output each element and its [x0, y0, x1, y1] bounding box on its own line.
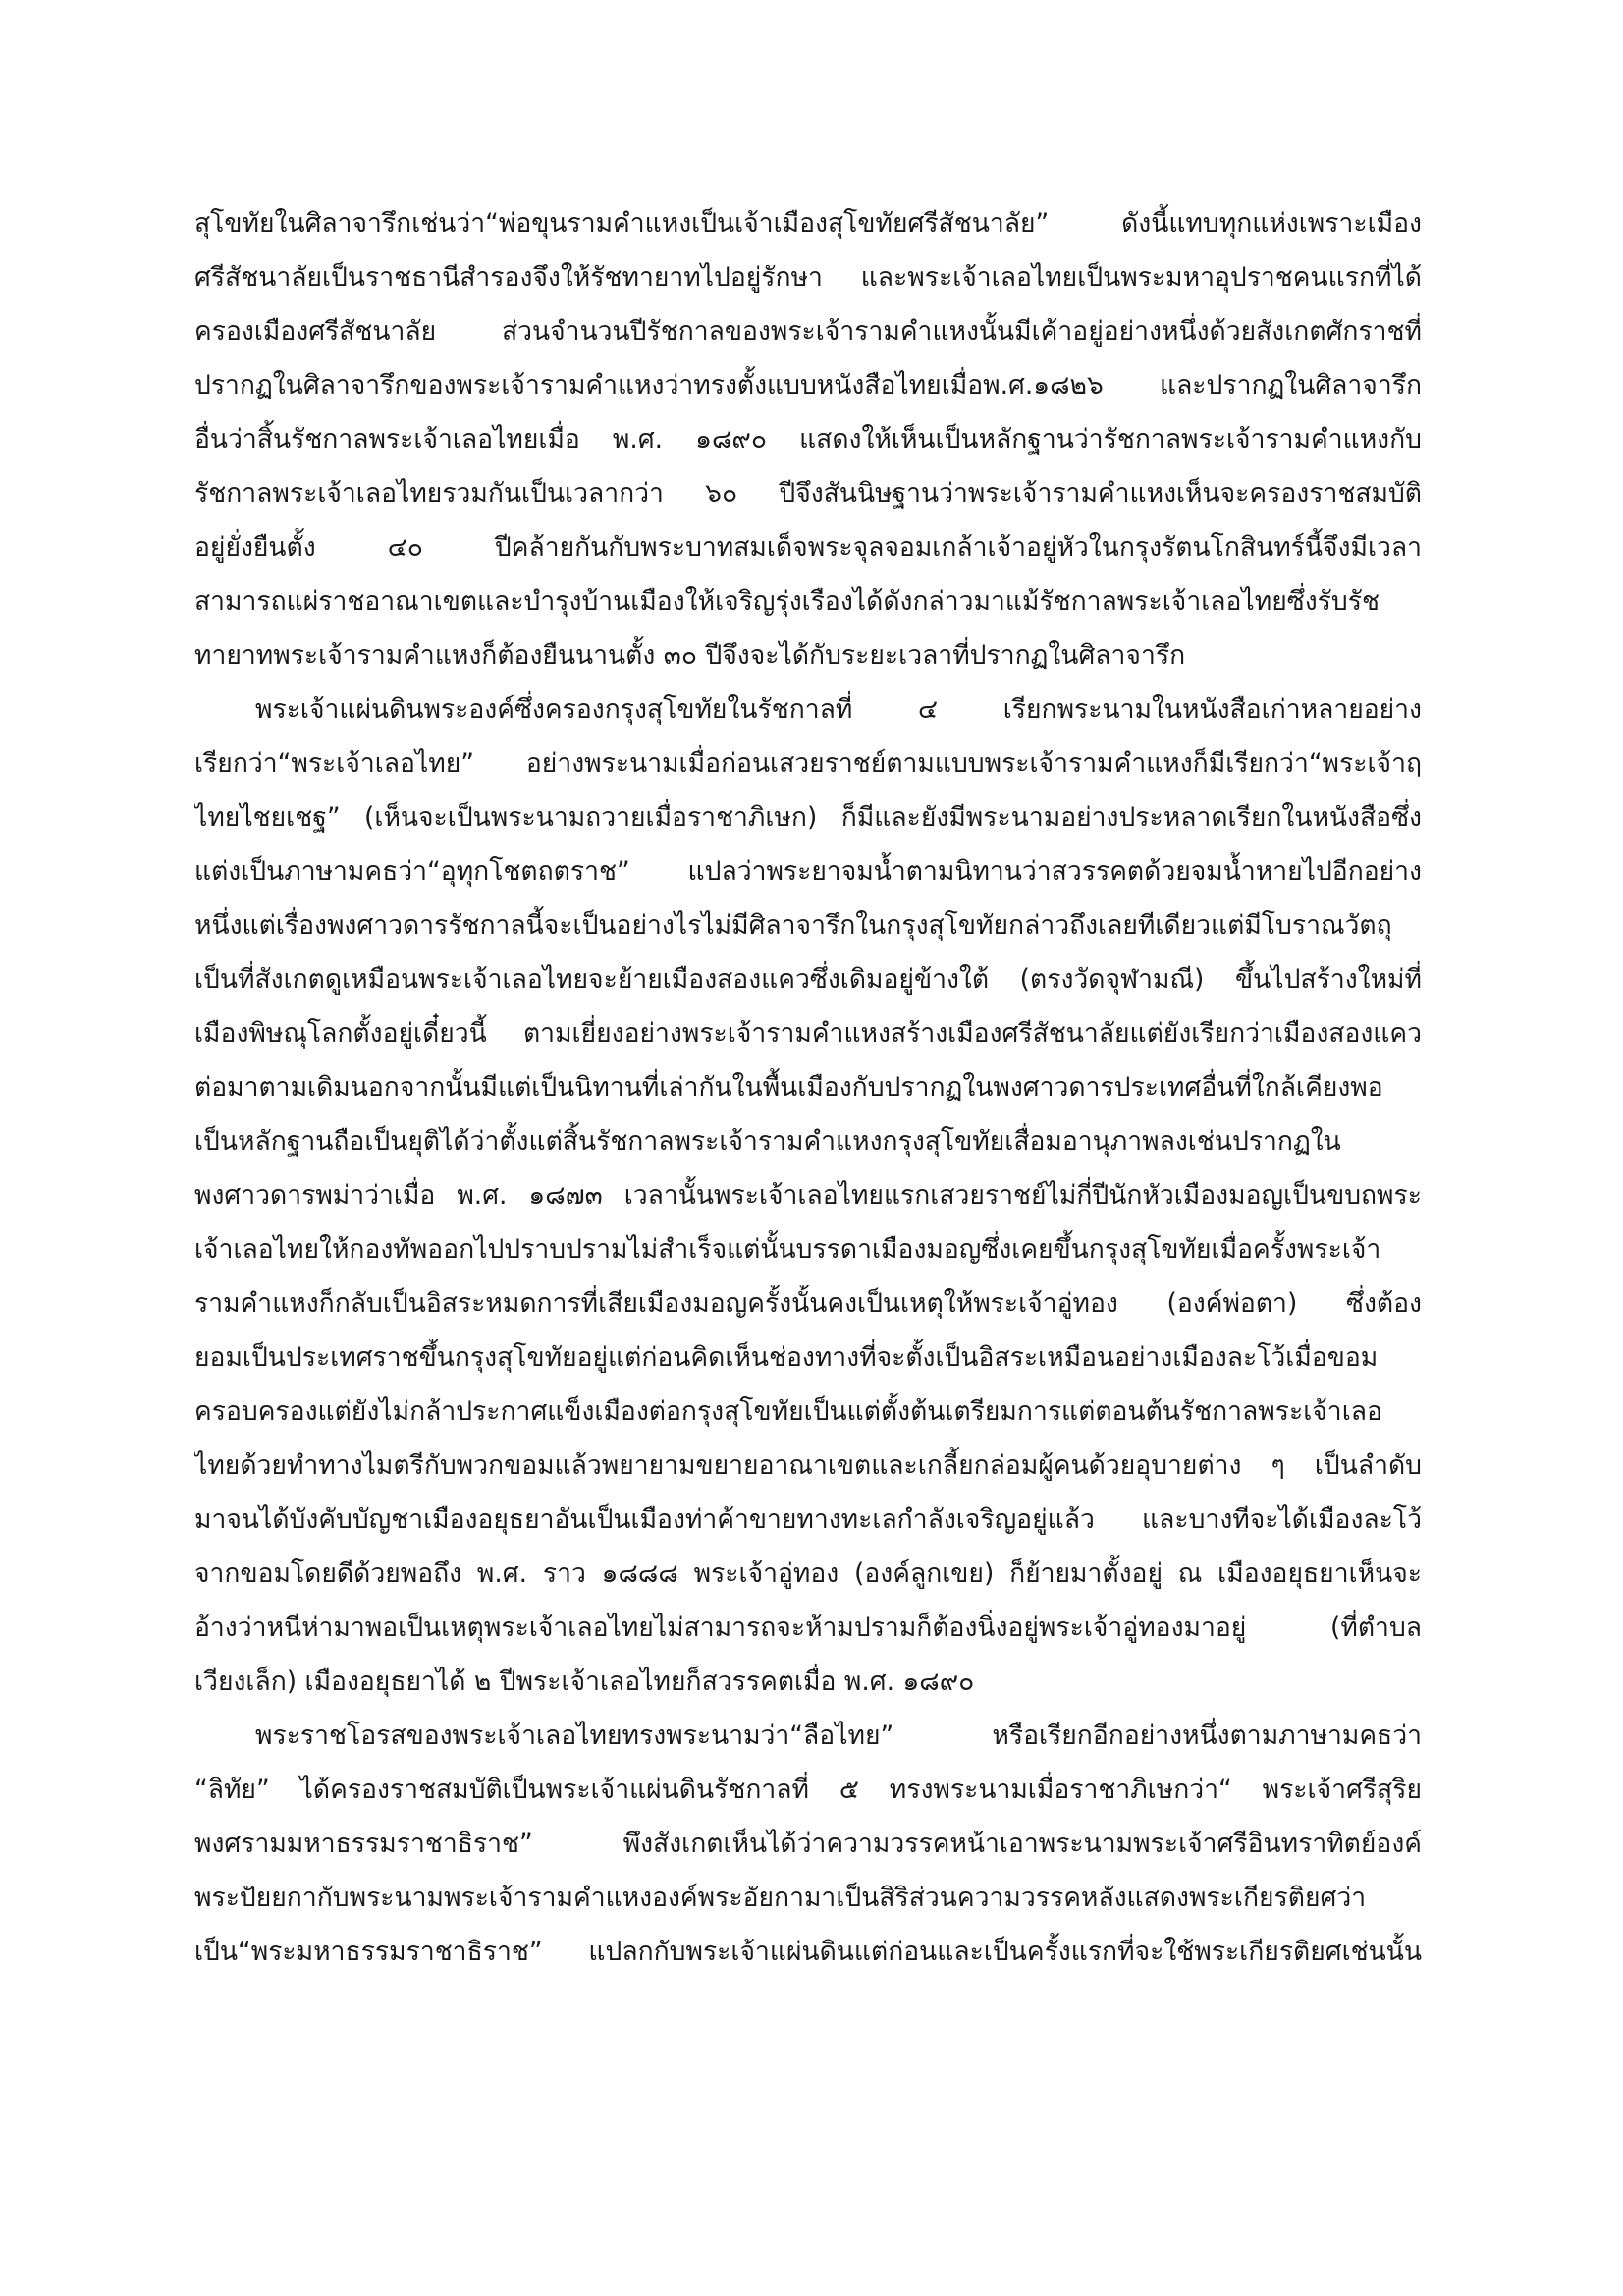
text-line: หนึ่งแต่เรื่องพงศาวดารรัชกาลนี้จะเป็นอย่างไรไม่มีศิลาจารึกในกรุงสุโขทัยกล่าวถึงเลยทีเดียวแต่มีโบราณวัตถุ — [194, 910, 1392, 941]
text-line: เรียกว่า“พระเจ้าเลอไทย” อย่างพระนามเมื่อก่อนเสวยราชย์ตามแบบพระเจ้ารามคำแหงก็มีเรียกว่า“พระเจ้าฤ — [194, 748, 1422, 779]
text-line: รัชกาลพระเจ้าเลอไทยรวมกันเป็นเวลากว่า ๖๐ ปีจึงสันนิษฐานว่าพระเจ้ารามคำแหงเห็นจะครองราชสมบัติ — [194, 478, 1422, 509]
text-line: ทายาทพระเจ้ารามคำแหงก็ต้องยืนนานตั้ง ๓๐ ปีจึงจะได้กับระยะเวลาที่ปรากฏในศิลาจารึก — [194, 640, 1186, 671]
text-line: สามารถแผ่ราชอาณาเขตและบำรุงบ้านเมืองให้เจริญรุ่งเรืองได้ดังกล่าวมาแม้รัชกาลพระเจ้าเลอไทยซึ่งรับรัช — [194, 586, 1380, 617]
text-line: อื่นว่าสิ้นรัชกาลพระเจ้าเลอไทยเมื่อ พ.ศ. ๑๘๙๐ แสดงให้เห็นเป็นหลักฐานว่ารัชกาลพระเจ้ารามคำแหงกับ — [194, 424, 1422, 455]
paragraph-first-line: พระเจ้าแผ่นดินพระองค์ซึ่งครองกรุงสุโขทัยในรัชกาลที่ ๔ เรียกพระนามในหนังสือเก่าหลายอย่าง — [255, 694, 1422, 725]
text-line: พงศาวดารพม่าว่าเมื่อ พ.ศ. ๑๘๗๓ เวลานั้นพระเจ้าเลอไทยแรกเสวยราชย์ไม่กี่ปีนักหัวเมืองมอญเป็นขบถพระ — [194, 1180, 1422, 1211]
text-line: อยู่ยั่งยืนตั้ง ๔๐ ปีคล้ายกันกับพระบาทสมเด็จพระจุลจอมเกล้าเจ้าอยู่หัวในกรุงรัตนโกสินทร์นี้จึงมีเวลา — [194, 532, 1422, 563]
text-line: ครอบครองแต่ยังไม่กล้าประกาศแข็งเมืองต่อกรุงสุโขทัยเป็นแต่ตั้งต้นเตรียมการแต่ตอนต้นรัชกาลพระเจ้าเลอ — [194, 1396, 1382, 1427]
text-line: ยอมเป็นประเทศราชขึ้นกรุงสุโขทัยอยู่แต่ก่อนคิดเห็นช่องทางที่จะตั้งเป็นอิสระเหมือนอย่างเมืองละโว้เมื่อขอม — [194, 1342, 1379, 1373]
text-line: มาจนได้บังคับบัญชาเมืองอยุธยาอันเป็นเมืองท่าค้าขายทางทะเลกำลังเจริญอยู่แล้ว และบางทีจะได้เมืองละโว้ — [194, 1504, 1422, 1535]
text-line: สุโขทัยในศิลาจารึกเช่นว่า“พ่อขุนรามคำแหงเป็นเจ้าเมืองสุโขทัยศรีสัชนาลัย” ดังนี้แทบทุกแห่งเพราะเมือง — [194, 208, 1422, 239]
text-line: แต่งเป็นภาษามคธว่า“อุทุกโชตถตราช” แปลว่าพระยาจมน้ำตามนิทานว่าสวรรคตด้วยจมน้ำหายไปอีกอย่าง — [194, 856, 1422, 887]
text-line: ต่อมาตามเดิมนอกจากนั้นมีแต่เป็นนิทานที่เล่ากันในพื้นเมืองกับปรากฏในพงศาวดารประเทศอื่นที่ใกล้เคียงพอ — [194, 1072, 1383, 1103]
text-line: ไทยไชยเชฐ” (เห็นจะเป็นพระนามถวายเมื่อราชาภิเษก) ก็มีและยังมีพระนามอย่างประหลาดเรียกในหนังสือซึ่ง — [194, 802, 1422, 833]
text-line: พระปัยยกากับพระนามพระเจ้ารามคำแหงองค์พระอัยกามาเป็นสิริส่วนความวรรคหลังแสดงพระเกียรติยศว่า — [194, 1883, 1367, 1913]
text-line: เป็นหลักฐานถือเป็นยุติได้ว่าตั้งแต่สิ้นรัชกาลพระเจ้ารามคำแหงกรุงสุโขทัยเสื่อมอานุภาพลงเช่นปรากฏใน — [194, 1126, 1341, 1157]
body-text — [194, 196, 1422, 1979]
text-line: เจ้าเลอไทยให้กองทัพออกไปปราบปรามไม่สำเร็จแต่นั้นบรรดาเมืองมอญซึ่งเคยขึ้นกรุงสุโขทัยเมื่อครั้งพระเจ้า — [194, 1234, 1381, 1265]
text-line: “ลิทัย” ได้ครองราชสมบัติเป็นพระเจ้าแผ่นดินรัชกาลที่ ๕ ทรงพระนามเมื่อราชาภิเษกว่า“ พระเจ้าศรีสุริย — [194, 1775, 1422, 1805]
text-line: รามคำแหงก็กลับเป็นอิสระหมดการที่เสียเมืองมอญครั้งนั้นคงเป็นเหตุให้พระเจ้าอู่ทอง (องค์พ่อตา) ซึ่งต้อง — [194, 1288, 1422, 1319]
text-line: เวียงเล็ก) เมืองอยุธยาได้ ๒ ปีพระเจ้าเลอไทยก็สวรรคตเมื่อ พ.ศ. ๑๘๙๐ — [194, 1667, 975, 1697]
text-line: ครองเมืองศรีสัชนาลัย ส่วนจำนวนปีรัชกาลของพระเจ้ารามคำแหงนั้นมีเค้าอยู่อย่างหนึ่งด้วยสังเกตศักราชที่ — [194, 316, 1422, 347]
paragraph-first-line: พระราชโอรสของพระเจ้าเลอไทยทรงพระนามว่า“ลือไทย” หรือเรียกอีกอย่างหนึ่งตามภาษามคธว่า — [255, 1721, 1422, 1751]
text-line: เป็นที่สังเกตดูเหมือนพระเจ้าเลอไทยจะย้ายเมืองสองแควซึ่งเดิมอยู่ข้างใต้ (ตรงวัดจุฬามณี) ขึ้นไปสร้างใหม่ที่ — [194, 964, 1422, 995]
text-line: อ้างว่าหนีห่ามาพอเป็นเหตุพระเจ้าเลอไทยไม่สามารถจะห้ามปรามก็ต้องนิ่งอยู่พระเจ้าอู่ทองมาอยู่ (ที่ตำบล — [194, 1613, 1422, 1643]
text-line: เมืองพิษณุโลกตั้งอยู่เดี๋ยวนี้ ตามเยี่ยงอย่างพระเจ้ารามคำแหงสร้างเมืองศรีสัชนาลัยแต่ยังเรียกว่าเมืองสองแคว — [194, 1018, 1422, 1049]
text-line: จากขอมโดยดีด้วยพอถึง พ.ศ. ราว ๑๘๘๘ พระเจ้าอู่ทอง (องค์ลูกเขย) ก็ย้ายมาตั้งอยู่ ณ เมืองอยุธยาเห็นจะ — [194, 1558, 1422, 1589]
text-line: เป็น“พระมหาธรรมราชาธิราช” แปลกกับพระเจ้าแผ่นดินแต่ก่อนและเป็นครั้งแรกที่จะใช้พระเกียรติยศเช่นนั้น — [194, 1937, 1422, 1967]
text-line: ปรากฏในศิลาจารึกของพระเจ้ารามคำแหงว่าทรงตั้งแบบหนังสือไทยเมื่อพ.ศ.๑๘๒๖ และปรากฏในศิลาจารึก — [194, 370, 1422, 401]
text-line: พงศรามมหาธรรมราชาธิราช” พึงสังเกตเห็นได้ว่าความวรรคหน้าเอาพระนามพระเจ้าศรีอินทราทิตย์องค์ — [194, 1829, 1422, 1859]
text-line: ไทยด้วยทำทางไมตรีกับพวกขอมแล้วพยายามขยายอาณาเขตและเกลี้ยกล่อมผู้คนด้วยอุบายต่าง ๆ เป็นลำดับ — [194, 1450, 1422, 1481]
text-line: ศรีสัชนาลัยเป็นราชธานีสำรองจึงให้รัชทายาทไปอยู่รักษา และพระเจ้าเลอไทยเป็นพระมหาอุปราชคนแรกที่ได้ — [194, 262, 1422, 293]
